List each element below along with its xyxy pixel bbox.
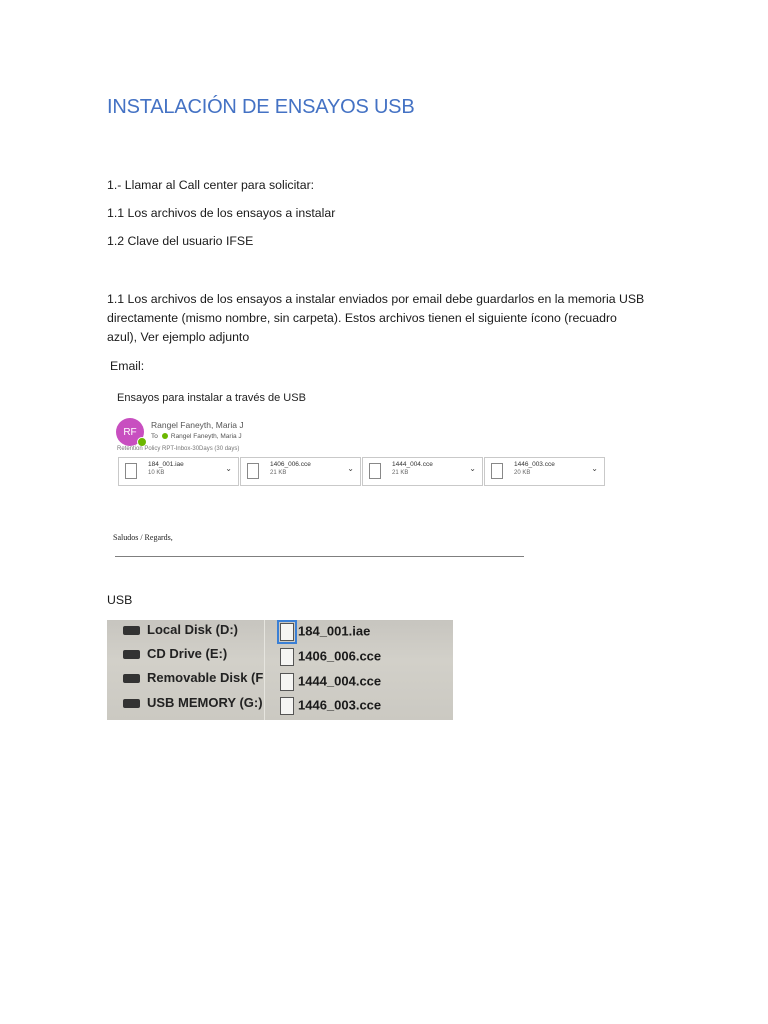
attachment[interactable] <box>118 457 239 486</box>
attachment-size: 21 KB <box>270 470 287 476</box>
attachment-name: 1406_006.cce <box>270 461 311 468</box>
file-icon <box>280 623 294 641</box>
drive-label: Local Disk (D:) <box>147 622 239 637</box>
attachment-size: 20 KB <box>514 470 531 476</box>
file-item <box>280 623 370 641</box>
file-icon <box>369 463 381 479</box>
usb-explorer-photo <box>107 620 453 720</box>
file-icon <box>280 648 294 666</box>
file-icon <box>280 697 294 715</box>
document-title: INSTALACIÓN DE ENSAYOS USB <box>107 96 415 118</box>
file-item <box>280 673 381 691</box>
attachment-size: 10 KB <box>148 470 165 476</box>
file-icon <box>247 463 259 479</box>
chevron-down-icon[interactable]: ⌄ <box>469 464 476 473</box>
email-label: Email: <box>110 359 145 373</box>
drive-label: USB MEMORY (G:) <box>147 695 263 710</box>
drive-item <box>123 670 263 685</box>
usb-drive-icon <box>123 699 140 708</box>
step-intro: 1.- Llamar al Call center para solicitar: <box>107 178 315 192</box>
attachment-name: 1446_003.cce <box>514 461 555 468</box>
email-recipient <box>151 433 242 440</box>
instructions-paragraph <box>107 290 667 347</box>
attachment-size: 21 KB <box>392 470 409 476</box>
retention-policy: Retention Policy RPT-Inbox-30Days (30 days) <box>117 446 240 452</box>
chevron-down-icon[interactable]: ⌄ <box>225 464 232 473</box>
step-1-1: 1.1 Los archivos de los ensayos a instalar <box>107 206 336 220</box>
attachment[interactable] <box>240 457 361 486</box>
drive-item <box>123 695 263 710</box>
chevron-down-icon[interactable]: ⌄ <box>347 464 354 473</box>
signature-divider <box>115 556 524 557</box>
to-prefix: To <box>151 433 158 440</box>
file-name: 1406_006.cce <box>298 648 382 664</box>
paragraph-line-1: 1.1 Los archivos de los ensayos a instalar enviados por email debe guardarlos en la memoria USB <box>107 292 645 306</box>
attachment[interactable] <box>362 457 483 486</box>
file-item <box>280 648 381 666</box>
avatar: RF <box>116 418 144 446</box>
email-sender: Rangel Faneyth, Maria J <box>151 420 244 430</box>
file-name: 1444_004.cce <box>298 673 382 689</box>
hard-disk-icon <box>123 626 140 635</box>
attachment[interactable] <box>484 457 605 486</box>
attachment-name: 1444_004.cce <box>392 461 433 468</box>
file-item <box>280 697 381 715</box>
file-icon <box>491 463 503 479</box>
file-name: 184_001.iae <box>298 623 371 639</box>
email-signature: Saludos / Regards, <box>113 533 173 542</box>
drive-item <box>123 646 227 661</box>
attachment-name: 184_001.iae <box>148 461 184 468</box>
pane-divider <box>264 620 265 720</box>
email-screenshot <box>113 388 613 488</box>
file-icon <box>125 463 137 479</box>
step-1-2: 1.2 Clave del usuario IFSE <box>107 234 254 248</box>
paragraph-line-2: directamente (mismo nombre, sin carpeta). Estos archivos tienen el siguiente ícono (recuadro <box>107 311 617 325</box>
chevron-down-icon[interactable]: ⌄ <box>591 464 598 473</box>
file-name: 1446_003.cce <box>298 697 382 713</box>
to-name: Rangel Faneyth, Maria J <box>170 433 242 440</box>
paragraph-line-3: azul), Ver ejemplo adjunto <box>107 330 250 344</box>
removable-disk-icon <box>123 674 140 683</box>
drive-item <box>123 622 238 637</box>
usb-label: USB <box>107 593 133 607</box>
file-icon <box>280 673 294 691</box>
drive-label: CD Drive (E:) <box>147 646 228 661</box>
drive-label: Removable Disk (F <box>147 670 264 685</box>
email-subject: Ensayos para instalar a través de USB <box>117 392 306 404</box>
cd-drive-icon <box>123 650 140 659</box>
presence-dot-icon <box>162 433 168 439</box>
